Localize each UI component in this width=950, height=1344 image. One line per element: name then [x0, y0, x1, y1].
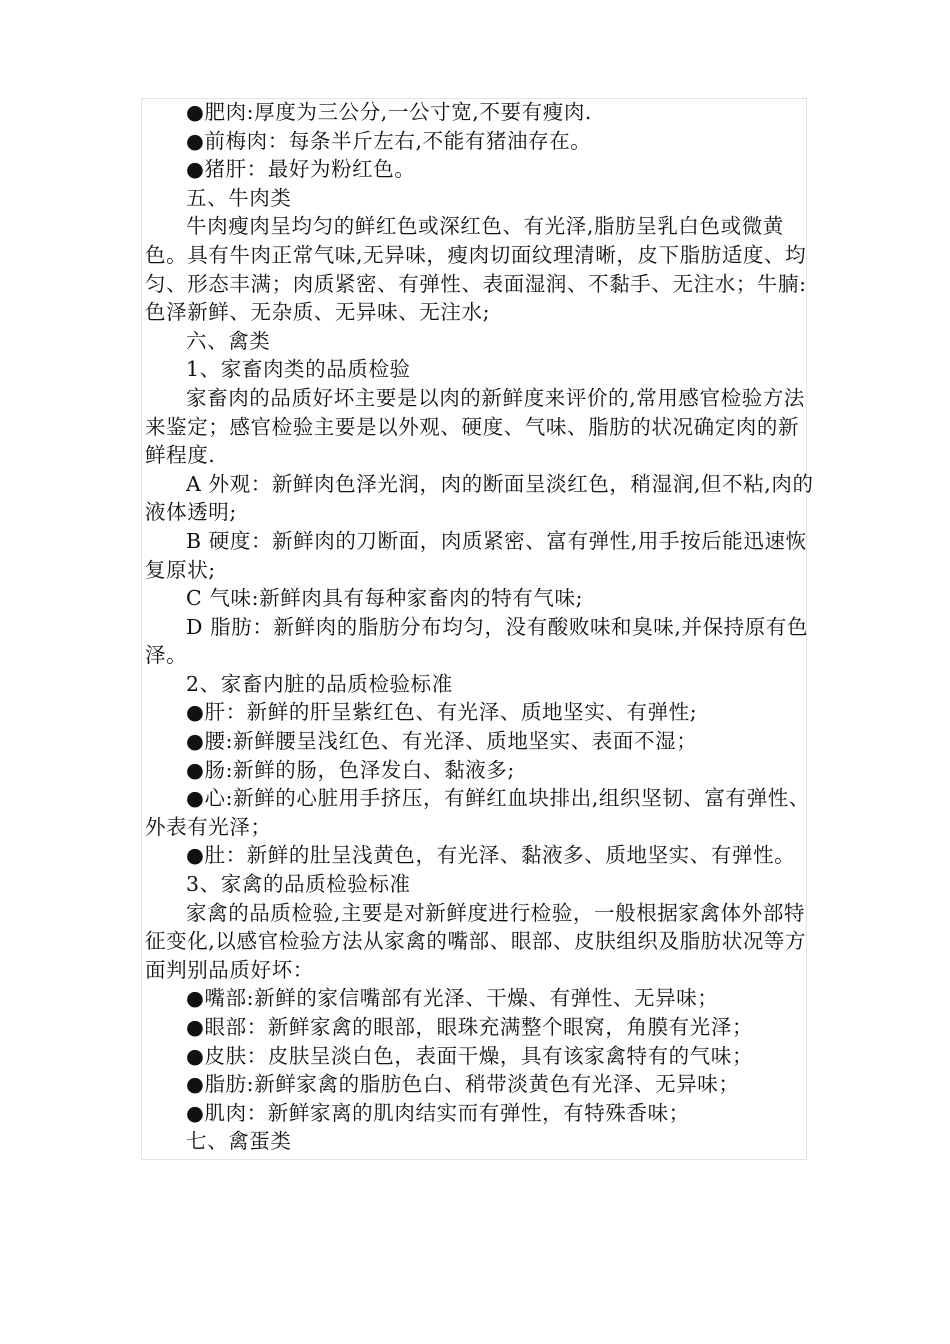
paragraph-beak: ●嘴部:新鲜的家信嘴部有光泽、干燥、有弹性、无异味； [186, 986, 719, 1011]
paragraph-beef: 牛肉瘦肉呈均匀的鲜红色或深红色、有光泽,脂肪呈乳白色或微黄色。具有牛肉正常气味,无异味，瘦肉切面纹理清晰，皮下脂肪适度、均匀、形态丰满；肉质紧密、有弹性、表面湿润、不黏手、无注水；牛腩:色泽新鲜、无杂质、无异味、无注水; [145, 214, 807, 325]
paragraph-hardness: B 硬度：新鲜肉的刀断面，肉质紧密、富有弹性,用手按后能迅速恢复原状; [145, 528, 807, 582]
heading-poultry: 六、禽类 [186, 328, 271, 353]
paragraph-eyes: ●眼部：新鲜家禽的眼部，眼珠充满整个眼窝，角膜有光泽； [186, 1015, 754, 1039]
document-body [145, 98, 817, 1156]
paragraph-pork-liver: ●猪肝：最好为粉红色。 [186, 157, 416, 182]
subheading-offal-standard: 2、家畜内脏的品质检验标准 [186, 671, 453, 696]
paragraph-livestock-quality: 家畜肉的品质好坏主要是以肉的新鲜度来评价的,常用感官检验方法来鉴定；感官检验主要是以外观、硬度、气味、脂肪的状况确定肉的新鲜程度. [145, 385, 806, 468]
paragraph-plum-meat: ●前梅肉：每条半斤左右,不能有猪油存在。 [186, 128, 592, 153]
paragraph-muscle: ●肌肉：新鲜家离的肌肉结实而有弹性，有特殊香味； [186, 1100, 690, 1125]
paragraph-poultry-quality: 家禽的品质检验,主要是对新鲜度进行检验，一般根据家禽体外部特征变化,以感官检验方法从家禽的嘴部、眼部、皮肤组织及脂肪状况等方面判别品质好坏： [145, 900, 807, 982]
paragraph-appearance: A 外观：新鲜肉色泽光润，肉的断面呈淡红色，稍湿润,但不粘,肉的液体透明; [145, 471, 814, 525]
heading-beef: 五、牛肉类 [186, 185, 292, 210]
paragraph-liver: ●肝：新鲜的肝呈紫红色、有光泽、质地坚实、有弹性; [186, 700, 698, 725]
paragraph-skin: ●皮肤：皮肤呈淡白色，表面干燥，具有该家禽特有的气味； [186, 1043, 754, 1068]
paragraph-tripe: ●肚：新鲜的肚呈浅黄色，有光泽、黏液多、质地坚实、有弹性。 [186, 843, 796, 868]
heading-eggs: 七、禽蛋类 [186, 1129, 292, 1154]
paragraph-heart: ●心:新鲜的心脏用手挤压，有鲜红血块排出,组织坚韧、富有弹性、外表有光泽； [145, 786, 810, 839]
paragraph-intestine: ●肠:新鲜的肠，色泽发白、黏液多; [186, 757, 515, 782]
paragraph-fat-meat: ●肥肉:厚度为三公分,一公寸宽,不要有瘦肉. [186, 100, 593, 124]
paragraph-smell: C 气味:新鲜肉具有每种家畜肉的特有气味; [186, 586, 584, 611]
paragraph-kidney: ●腰:新鲜腰呈浅红色、有光泽、质地坚实、表面不湿； [186, 729, 698, 754]
paragraph-poultry-fat: ●脂肪:新鲜家禽的脂肪色白、稍带淡黄色有光泽、无异味； [186, 1072, 740, 1097]
paragraph-fat: D 脂肪：新鲜肉的脂肪分布均匀，没有酸败味和臭味,并保持原有色泽。 [145, 614, 809, 668]
subheading-livestock-quality: 1、家畜肉类的品质检验 [186, 357, 411, 382]
subheading-poultry-standard: 3、家禽的品质检验标准 [186, 872, 411, 897]
